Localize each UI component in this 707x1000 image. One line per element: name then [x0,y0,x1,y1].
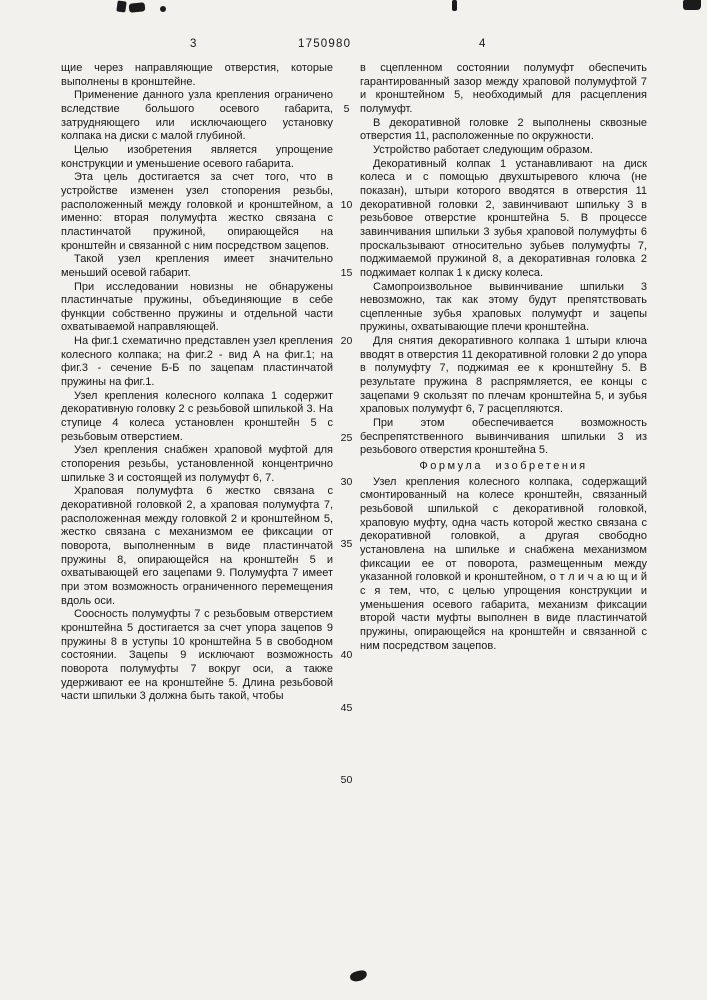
paragraph: щие через направляющие отверстия, которые выполнены в кронштейне. [61,62,333,88]
paragraph: Храповая полумуфта 6 жестко связана с декоративной головкой 2, а храповая полумуфта 7, расположенная между головкой 2 и кронштейном 5, жестко связана с механизмом ее фиксации от поворота, выполненным в виде пластинчатой пружины 8, опирающейся на кронштейн 5 и охватывающей его зацепами 9. Полумуфта 7 имеет при этом возможность ограниченного перемещения вдоль оси. [61,485,333,607]
paragraph: Декоративный колпак 1 устанавливают на диск колеса и с помощью двухштыревого ключа (не показан), штыри которого вводятся в отверстия 11 декоративной головки 2, завинчивают шпильку 3 в резьбовое отверстие кронштейна 5. В процессе завинчивания шпильки 3 зубья храповой полумуфты 6 проскальзывают относительно зубьев полумуфты 7, поджимаемой пружиной 8, а декоративная головка 2 поджимает колпак 1 к диску колеса. [360,157,647,279]
paragraph: Эта цель достигается за счет того, что в устройстве изменен узел стопорения резьбы, расположенный между головкой и кронштейном, а именно: вторая полумуфта жестко связана с пластинчатой пружиной, опирающейся на кронштейн и связанной с ним посредством зацепов. [61,171,333,252]
line-number: 30 [340,476,353,488]
text-block [61,62,647,786]
paragraph: Применение данного узла крепления ограничено вследствие большого осевого габарита, затрудняющего или исключающего установку колпака на диски с малой глубиной. [61,89,333,143]
page-number-right: 4 [479,38,486,50]
scan-artifact [116,0,126,12]
line-number: 45 [340,702,353,714]
scan-artifact [683,0,701,10]
paragraph: На фиг.1 схематично представлен узел крепления колесного колпака; на фиг.2 - вид А на фиг.1; на фиг.3 - сечение Б-Б по зацепам пластинчатой пружины на фиг.1. [61,335,333,389]
line-number: 35 [340,538,353,550]
paragraph: Соосность полумуфты 7 с резьбовым отверстием кронштейна 5 достигается за счет упора зацепов 9 пружины 8 в уступы 10 кронштейна 5 в свободном состоянии. Зацепы 9 исключают возможность поворота полумуфты 7 вокруг оси, а также удерживают ее на кронштейне 5. Длина резьбовой части шпильки 3 должна быть такой, чтобы [61,608,333,703]
paragraph: Самопроизвольное вывинчивание шпильки 3 невозможно, так как этому будут препятствовать сцепленные зубья храповых полумуфт и зацепы пружины, охватывающие плечи кронштейна. [360,280,647,334]
line-number: 10 [340,199,353,211]
line-number: 40 [340,649,353,661]
patent-number: 1750980 [298,38,352,50]
paragraph: При этом обеспечивается возможность беспрепятственного вывинчивания шпильки 3 из резьбового отверстия кронштейна 5. [360,417,647,457]
paragraph: Целью изобретения является упрощение конструкции и уменьшение осевого габарита. [61,143,333,170]
page-header [0,38,707,53]
line-number: 15 [340,267,353,279]
line-number-gutter [333,62,360,786]
paragraph: Такой узел крепления имеет значительно меньший осевой габарит. [61,253,333,279]
paragraph: При исследовании новизны не обнаружены пластинчатые пружины, объединяющие в себе функции собственно пружины и отдельной части охватываемой направляющей. [61,280,333,334]
claim-paragraph: Узел крепления колесного колпака, содержащий смонтированный на колесе кронштейн, связанный резьбовой шпилькой с декоративной головкой, храповую муфту, одна часть которой жестко связана с декоративной головкой, а другая свободно установлена на шпильке и снабжена механизмом фиксации ее от поворота, размещенным между указанной головкой и кронштейном, о т л и ч а ю щ и й с я тем, что, с целью упрощения конструкции и уменьшения осевого габарита, механизм фиксации второй части муфты выполнен в виде пластинчатой пружины, опирающейся на кронштейн и связанной с ним посредством зацепов. [360,475,647,652]
formula-heading: Формула изобретения [419,460,588,473]
scan-artifact [452,0,457,11]
page-number-left: 3 [190,38,197,50]
paragraph: Узел крепления колесного колпака 1 содержит декоративную головку 2 с резьбовой шпилькой 3. На ступице 4 колеса установлен кронштейн 5 с резьбовым отверстием. [61,389,333,443]
line-number: 50 [340,774,353,786]
paragraph: Устройство работает следующим образом. [373,143,593,156]
paragraph: Для снятия декоративного колпака 1 штыри ключа вводят в отверстия 11 декоративной головки 2 до упора в полумуфту 7, поджимая ее к кронштейну 5. В результате пружина 8 распрямляется, ее концы с зацепами 9 скользят по плечам кронштейна 5, и зубья храповых полумуфт 6, 7 расцепляются. [360,335,647,416]
left-column [61,62,333,704]
line-number: 20 [340,335,353,347]
line-number: 5 [343,103,350,115]
right-column [360,62,647,704]
paragraph: Узел крепления снабжен храповой муфтой для стопорения резьбы, установленной концентрично шпильке 3 и состоящей из полумуфт 6, 7. [61,444,333,484]
scan-artifact [160,6,166,12]
scan-artifact [349,969,368,982]
scan-artifact [129,2,146,13]
paragraph: В декоративной головке 2 выполнены сквозные отверстия 11, расположенные по окружности. [360,116,647,143]
paragraph: в сцепленном состоянии полумуфт обеспечить гарантированный зазор между храповой полумуфтой 7 и кронштейном 5, необходимый для расцепления полумуфт. [360,62,647,115]
line-number: 25 [340,432,353,444]
